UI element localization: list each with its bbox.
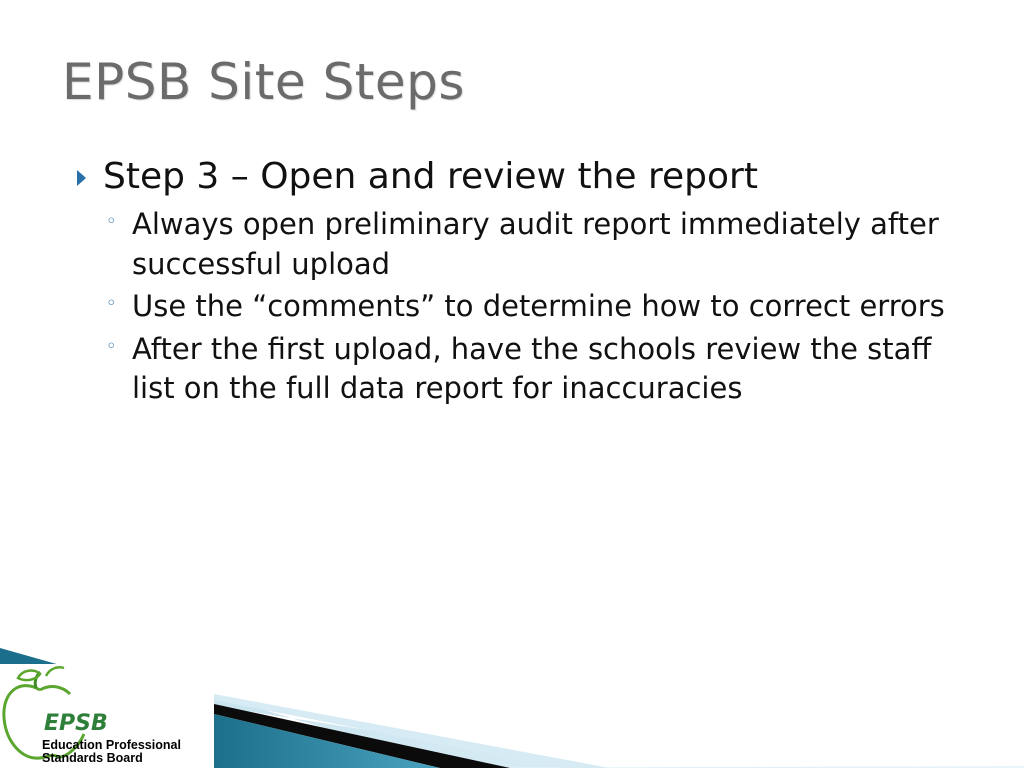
ring-bullet-icon: ◦ [106,293,117,315]
bullet-step-3 [103,156,1024,197]
slide-body [0,150,1024,412]
sub-bullet-item [106,205,952,284]
logo-acronym: EPSB [44,711,108,736]
black-stripe [214,704,510,768]
light-blue-wedge [214,694,610,768]
bullet-text: Step 3 – Open and review the report [103,156,758,197]
sub-bullet-item [106,287,952,326]
ring-bullet-icon: ◦ [106,335,117,357]
teal-wedge-bottom [214,714,440,768]
sub-bullet-text: Always open preliminary audit report immediately after successful upload [132,207,939,281]
sub-bullet-list [0,205,1024,408]
sub-bullet-item [106,330,952,409]
teal-wedge-left [0,648,60,665]
logo-line-1: Education Professional [42,738,181,752]
light-blue-band [214,695,1024,768]
slide-title: EPSB Site Steps [62,53,465,111]
logo-line-2: Standards Board [42,751,143,765]
sub-bullet-text: Use the “comments” to determine how to correct errors [132,289,945,324]
ring-bullet-icon: ◦ [106,211,117,233]
sub-bullet-text: After the first upload, have the schools review the staff list on the full data report for inaccuracies [132,331,932,406]
triangle-bullet-icon [77,170,86,186]
